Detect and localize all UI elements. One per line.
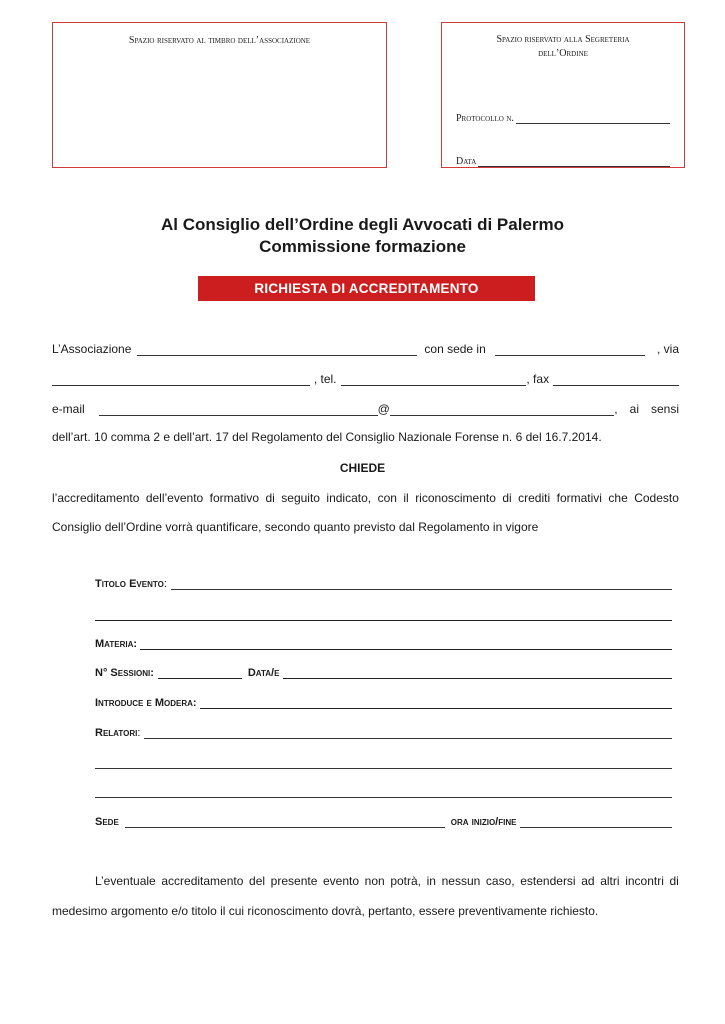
word: il bbox=[403, 491, 409, 505]
dates-label: Data/e bbox=[247, 667, 280, 679]
word: seguito bbox=[281, 491, 320, 505]
time-field[interactable] bbox=[520, 816, 672, 828]
word: dell’evento bbox=[145, 491, 204, 505]
word: in bbox=[426, 874, 436, 888]
footer-text-line-2: medesimo argomento e/o titolo il cui riconoscimento dovrà, pertanto, essere preventivamente richiesto. bbox=[52, 904, 599, 918]
dates-field[interactable] bbox=[283, 667, 672, 679]
request-text-line-1 bbox=[52, 491, 679, 505]
sessions-label: N° Sessioni: bbox=[95, 667, 154, 679]
request-verb: CHIEDE bbox=[339, 461, 386, 475]
word: con bbox=[377, 491, 397, 505]
word: ad bbox=[581, 874, 595, 888]
word: estendersi bbox=[520, 874, 576, 888]
moderator-field[interactable] bbox=[200, 697, 672, 709]
word: Codesto bbox=[634, 491, 679, 505]
email-comma: , bbox=[614, 402, 618, 416]
association-row bbox=[52, 342, 679, 356]
speakers-colon: : bbox=[137, 727, 141, 739]
office-date-field[interactable] bbox=[456, 156, 670, 167]
via-label: , via bbox=[656, 342, 679, 356]
association-label: L’Associazione bbox=[52, 342, 132, 356]
contacts-row bbox=[52, 372, 679, 386]
sensi-word: sensi bbox=[650, 402, 679, 416]
word: l’accreditamento bbox=[52, 491, 140, 505]
word: caso, bbox=[485, 874, 515, 888]
association-name-field[interactable] bbox=[137, 343, 417, 356]
association-stamp-box bbox=[52, 22, 387, 168]
time-label: ora inizio/fine bbox=[450, 816, 517, 828]
moderator-label: Introduce e Modera: bbox=[95, 697, 197, 709]
venue-label: Sede bbox=[95, 816, 119, 828]
addressee-heading: Al Consiglio dell’Ordine degli Avvocati di Palermo bbox=[160, 215, 565, 234]
office-box-label bbox=[442, 33, 684, 61]
word: che bbox=[608, 491, 628, 505]
subject-label: Materia: bbox=[95, 638, 138, 650]
word: accreditamento bbox=[161, 874, 244, 888]
commission-heading: Commissione formazione bbox=[259, 237, 466, 256]
footer-text-line-1 bbox=[95, 874, 679, 888]
word: formativo bbox=[209, 491, 260, 505]
email-domain-field[interactable] bbox=[390, 403, 614, 416]
request-text-line-2: Consiglio dell’Ordine vorrà quantificare, secondo quanto previsto dal Regolamento in vigore bbox=[52, 520, 539, 534]
word: riconoscimento bbox=[415, 491, 496, 505]
speakers-continuation-field-2[interactable] bbox=[95, 786, 672, 798]
word: evento bbox=[323, 874, 360, 888]
word: indicato, bbox=[326, 491, 372, 505]
subject-field[interactable] bbox=[140, 638, 672, 650]
word: formativi bbox=[556, 491, 602, 505]
seat-city-field[interactable] bbox=[495, 343, 645, 356]
word: L’eventuale bbox=[95, 874, 156, 888]
office-box-label-line2: dell’Ordine bbox=[538, 48, 588, 59]
protocol-label: Protocollo n. bbox=[456, 113, 514, 124]
legal-reference: dell’art. 10 comma 2 e dell’art. 17 del Regolamento del Consiglio Nazionale Forense n. 6 del 16.7.2014. bbox=[52, 430, 602, 444]
word: potrà, bbox=[390, 874, 421, 888]
email-row bbox=[52, 402, 679, 416]
event-title-colon: : bbox=[163, 578, 167, 590]
protocol-line[interactable] bbox=[516, 113, 670, 124]
office-use-box bbox=[441, 22, 685, 168]
speakers-continuation-field-1[interactable] bbox=[95, 757, 672, 769]
email-user-field[interactable] bbox=[99, 403, 378, 416]
sessions-field[interactable] bbox=[158, 667, 242, 679]
word: crediti bbox=[518, 491, 551, 505]
fax-field[interactable] bbox=[553, 373, 679, 386]
word: di bbox=[502, 491, 512, 505]
word: nessun bbox=[441, 874, 481, 888]
word: di bbox=[669, 874, 679, 888]
email-label: e-mail bbox=[52, 402, 85, 416]
event-title-row bbox=[95, 578, 672, 590]
moderator-row bbox=[95, 697, 672, 709]
speakers-label: Relatori bbox=[95, 727, 138, 739]
street-field[interactable] bbox=[52, 373, 310, 386]
word: altri bbox=[600, 874, 620, 888]
office-box-label-line1: Spazio riservato alla Segreteria bbox=[496, 34, 630, 45]
sessions-row bbox=[95, 667, 672, 679]
fax-label: , fax bbox=[526, 372, 550, 386]
office-date-label: Data bbox=[456, 156, 477, 167]
word: incontri bbox=[625, 874, 664, 888]
protocol-field[interactable] bbox=[456, 113, 670, 124]
office-date-line[interactable] bbox=[478, 156, 670, 167]
venue-field[interactable] bbox=[125, 816, 445, 828]
request-banner: RICHIESTA DI ACCREDITAMENTO bbox=[198, 276, 535, 301]
word: di bbox=[265, 491, 275, 505]
event-title-field[interactable] bbox=[171, 578, 672, 590]
tel-field[interactable] bbox=[341, 373, 527, 386]
speakers-field[interactable] bbox=[144, 727, 672, 739]
word: non bbox=[364, 874, 385, 888]
stamp-box-label: Spazio riservato al timbro dell’associazione bbox=[128, 35, 311, 46]
tel-label: , tel. bbox=[313, 372, 337, 386]
venue-row bbox=[95, 816, 672, 828]
seat-label: con sede in bbox=[424, 342, 486, 356]
subject-row bbox=[95, 638, 672, 650]
at-sign: @ bbox=[377, 402, 390, 416]
event-title-continuation-field[interactable] bbox=[95, 609, 672, 621]
ai-word: ai bbox=[629, 402, 639, 416]
event-title-label: Titolo Evento bbox=[95, 578, 164, 590]
speakers-row bbox=[95, 727, 672, 739]
word: presente bbox=[270, 874, 318, 888]
word: del bbox=[249, 874, 266, 888]
